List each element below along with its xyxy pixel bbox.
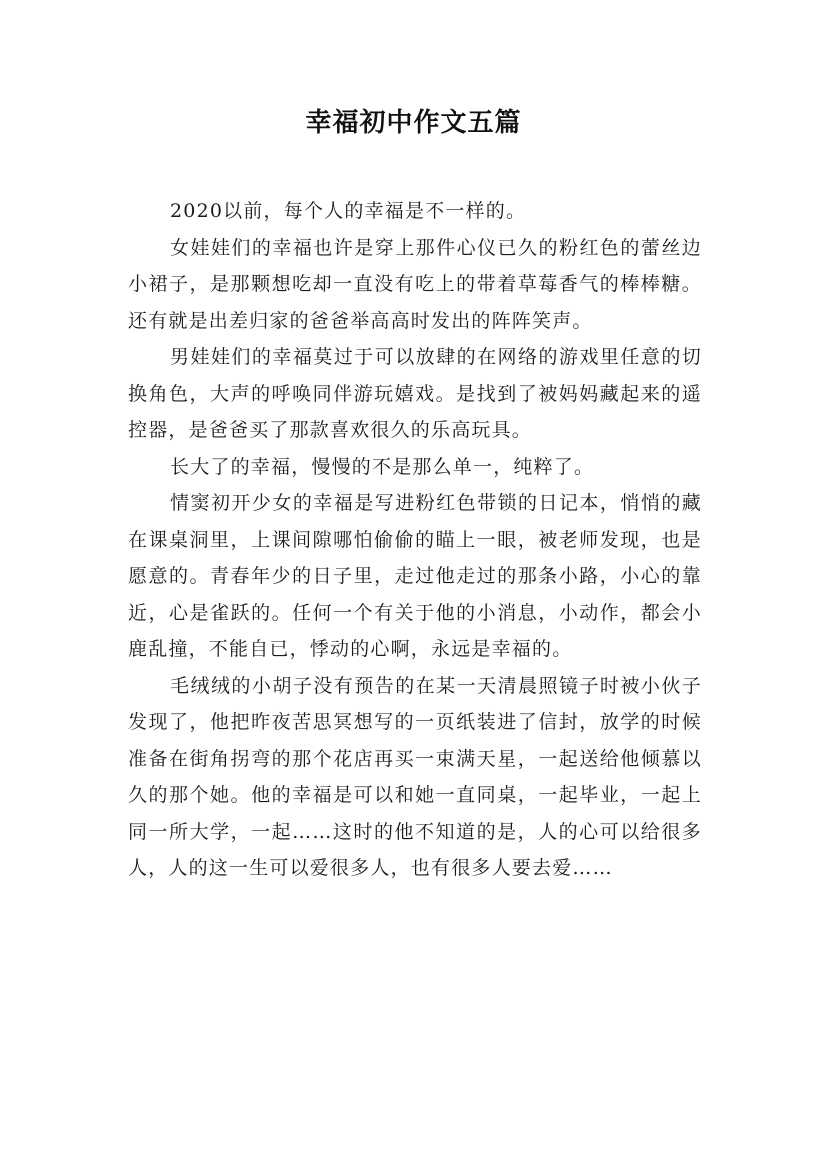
paragraph-1: 2020以前，每个人的幸福是不一样的。 bbox=[170, 200, 527, 222]
paragraph-4: 长大了的幸福，慢慢的不是那么单一，纯粹了。 bbox=[170, 455, 595, 478]
document-title: 幸福初中作文五篇 bbox=[305, 108, 522, 138]
document-body bbox=[128, 193, 702, 887]
paragraph-2: 女娃娃们的幸福也许是穿上那件心仪已久的粉红色的蕾丝边小裙子，是那颗想吃却一直没有吃上的带着草莓香气的棒棒糖。还有就是出差归家的爸爸举高高时发出的阵阵笑声。 bbox=[128, 236, 702, 332]
paragraph-6: 毛绒绒的小胡子没有预告的在某一天清晨照镜子时被小伙子发现了，他把昨夜苦思冥想写的一页纸装进了信封，放学的时候准备在街角拐弯的那个花店再买一束满天星，一起送给他倾慕以久的那个她。他的幸福是可以和她一直同桌，一起毕业，一起上同一所大学，一起……这时的他不知道的是，人的心可以给很多人，人的这一生可以爱很多人，也有很多人要去爱…… bbox=[128, 674, 702, 879]
paragraph-3: 男娃娃们的幸福莫过于可以放肆的在网络的游戏里任意的切换角色，大声的呼唤同伴游玩嬉戏。是找到了被妈妈藏起来的遥控器，是爸爸买了那款喜欢很久的乐高玩具。 bbox=[128, 346, 702, 441]
paragraph-5: 情窦初开少女的幸福是写进粉红色带锁的日记本，悄悄的藏在课桌洞里，上课间隙哪怕偷偷的瞄上一眼，被老师发现，也是愿意的。青春年少的日子里，走过他走过的那条小路，小心的靠近，心是雀跃的。任何一个有关于他的小消息，小动作，都会小鹿乱撞，不能自已，悸动的心啊，永远是幸福的。 bbox=[128, 492, 702, 660]
